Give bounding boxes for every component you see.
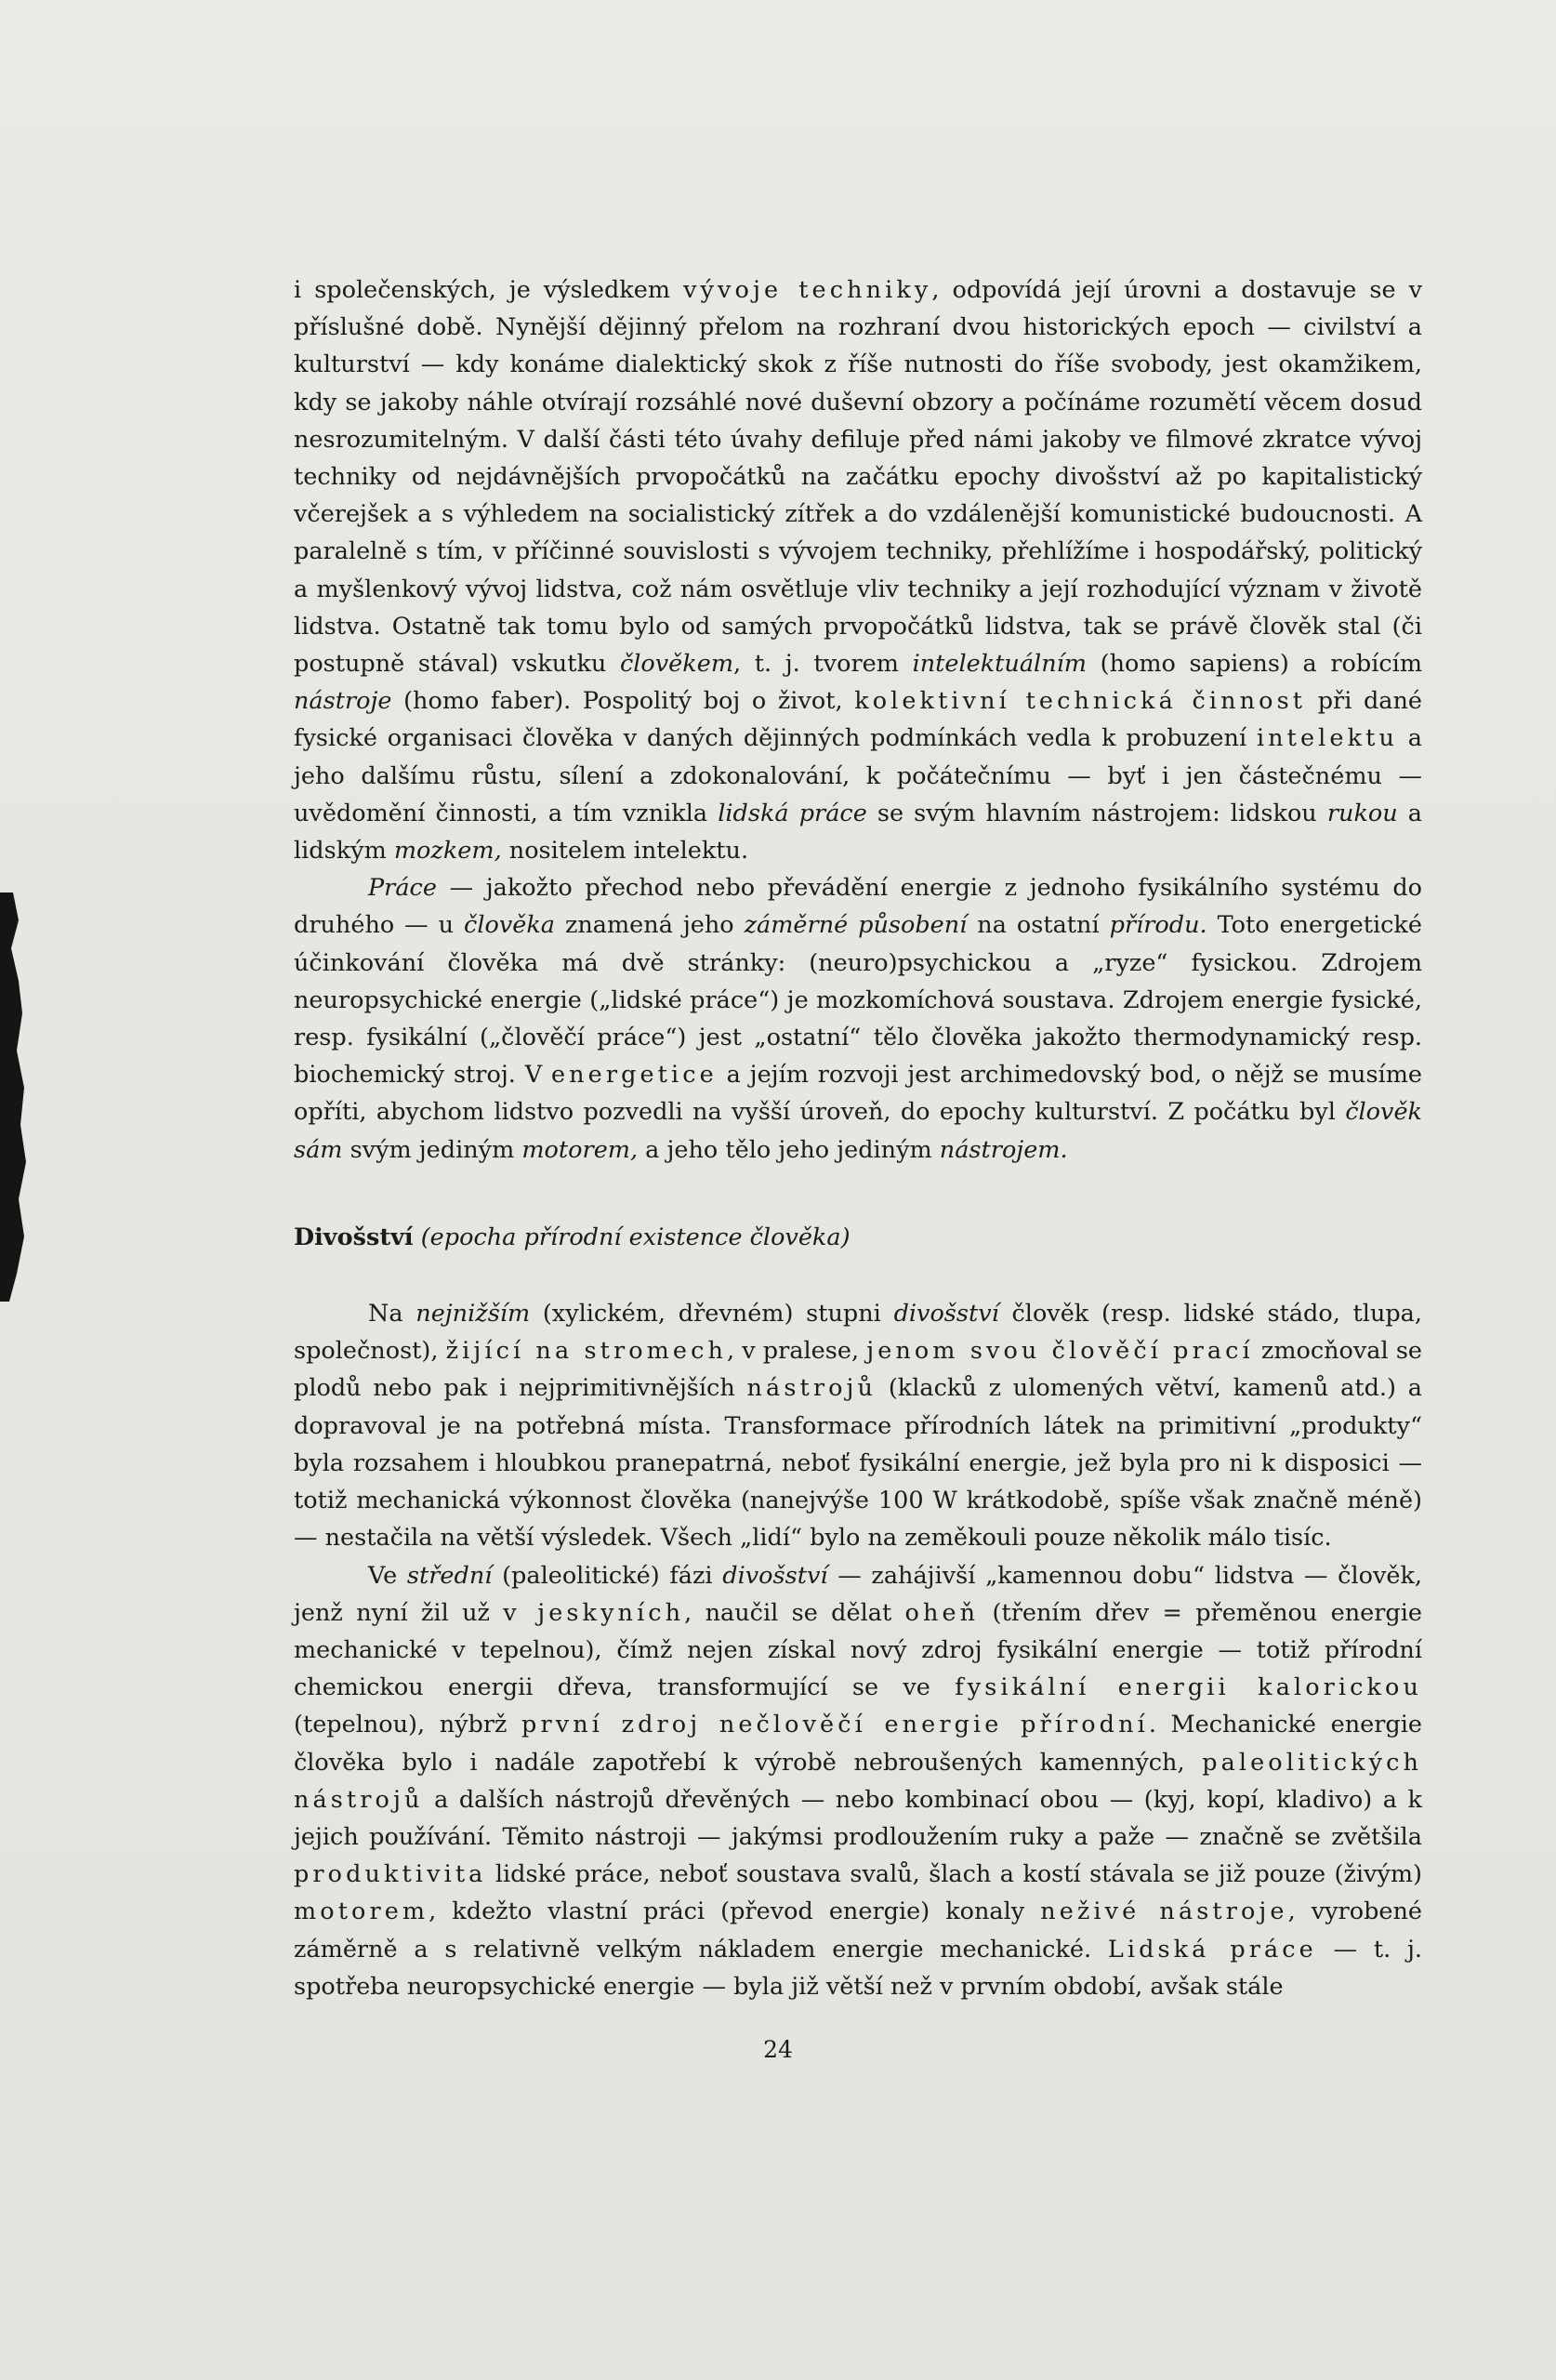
spaced-term: oheň	[904, 1598, 980, 1627]
spaced-term: jenom svou člověčí prací	[866, 1337, 1254, 1366]
spaced-term: žijící na stromech	[445, 1337, 727, 1366]
text-span: , odpovídá její úrovni a dostavuje se v příslušné době. Nynější dějinný přelom na rozhraní dvou historických epoch — civilství a kulturství — kdy konáme dialektický skok z říše nutnosti do říše svobody, jest okamžikem, kdy se jakoby náhle otvírají rozsáhlé nové duševní obzory a počínáme rozumětí věcem dosud nesrozumitelným. V další části této úvahy defiluje před námi jakoby ve filmové zkratce vývoj techniky od nejdávnějších prvopočátků na začátku epochy divošství až po kapitalistický včerejšek a s výhledem na socialistický zítřek a do vzdálenější komunistické budoucnosti. A paralelně s tím, v příčinné souvislosti s vývojem techniky, přehlížíme i hospodářský, politický a myšlenkový vývoj lidstva, což nám osvětluje vliv techniky a její rozhodující význam v životě lidstva. Ostatně tak tomu bylo od samých prvopočátků lidstva, tak se právě člověk stal (či postupně stával) vskutku	[294, 276, 1423, 679]
italic-term: intelektuálním	[912, 650, 1087, 679]
italic-term: střední	[406, 1561, 493, 1590]
text-span: (tepelnou), nýbrž	[294, 1711, 522, 1739]
spaced-term: energetice	[550, 1061, 718, 1090]
spaced-term: motorem	[294, 1897, 429, 1926]
paragraph-prace	[294, 869, 1422, 1169]
text-span: , v pralese,	[726, 1337, 867, 1366]
italic-term: nástrojem.	[939, 1135, 1068, 1164]
text-span: při dané fysické organisaci člověka v daných dějinných podmínkách vedla k probuzení	[294, 687, 1423, 753]
italic-term: mozkem,	[393, 837, 502, 866]
text-span: na ostatní	[967, 911, 1110, 940]
text-span: i společenských, je výsledkem	[294, 276, 684, 304]
italic-term: člověkem	[619, 650, 733, 679]
italic-term: člověka	[464, 911, 555, 940]
text-span: (klacků z ulomených větví, kamenů atd.) a dopravoval je na potřebná místa. Transformace přírodních látek na primitivní „produkty“ byla rozsahem i hloubkou pranepatrná, neboť fysikální energie, jež byla pro ni k disposici — totiž mechanická výkonnost člověka (nanejvýše 100 W krátkodobě, spíše však značně méně)— nestačila na větší výsledek. Všech „lidí“ bylo na zeměkouli pouze několik málo tisíc.	[294, 1374, 1422, 1553]
italic-term: záměrné působení	[744, 911, 968, 940]
italic-term: člověk sám	[294, 1098, 1422, 1164]
text-span: — zahájivší „kamennou dobu“ lidstva — člověk, jenž nyní žil už	[294, 1561, 1423, 1627]
italic-term: motorem,	[521, 1135, 639, 1164]
italic-term: nástroje	[294, 687, 392, 716]
text-span: a lidským	[294, 799, 1422, 866]
spaced-term: kolektivní technická činnost	[854, 687, 1307, 716]
italic-term: divošství	[893, 1300, 999, 1329]
spaced-term: nástrojů	[746, 1374, 877, 1403]
spaced-term: intelektu	[1256, 724, 1398, 753]
text-span: (paleolitické) fázi	[492, 1561, 723, 1590]
text-span: svým jediným	[342, 1135, 522, 1164]
text-span: a jeho tělo jeho jediným	[638, 1135, 940, 1164]
text-span: a jeho dalšímu růstu, sílení a zdokonalování, k počátečnímu — byť i jen částečnému — uvědomění činnosti, a tím vznikla	[294, 724, 1422, 827]
paragraph-nejnizsi	[294, 1295, 1422, 1556]
text-span: nositelem intelektu.	[501, 837, 749, 866]
text-span: a dalších nástrojů dřevěných — nebo kombinací obou — (kyj, kopí, kladivo) a k jejich používání. Těmito nástroji — jakýmsi prodloužením ruky a paže — značně se zvětšila	[294, 1785, 1422, 1851]
text-span: (homo faber). Pospolitý boj o život,	[391, 687, 855, 716]
text-span: , t. j. tvorem	[733, 650, 913, 679]
text-span: , kdežto vlastní práci (převod energie) konaly	[429, 1897, 1041, 1926]
spaced-term: paleolitických nástrojů	[294, 1748, 1422, 1814]
text-span: (třením dřev = přeměnou energie mechanické v tepelnou), čímž nejen získal nový zdroj fysikální energie — totiž přírodní chemickou energii dřeva, transformující se ve	[294, 1598, 1422, 1702]
text-span: (xylickém, dřevném) stupni	[530, 1300, 894, 1329]
text-span: — t. j. spotřeba neuropsychické energie — byla již větší než v prvním období, avšak stále	[294, 1935, 1422, 2001]
text-span: a jejím rozvoji jest archimedovský bod, o nějž se musíme opříti, abychom lidstvo pozvedli na vyšší úroveň, do epochy kulturství. Z počátku byl	[294, 1061, 1422, 1127]
text-span: člověk (resp. lidské stádo, tlupa, společnost),	[294, 1300, 1422, 1366]
spaced-term: vývoje techniky	[683, 276, 932, 304]
text-span: znamená jeho	[554, 911, 745, 940]
text-span: , naučil se dělat	[684, 1598, 905, 1627]
paragraph-continuation	[294, 271, 1422, 869]
italic-term: rukou	[1326, 799, 1398, 827]
text-span: Ve	[368, 1561, 407, 1590]
section-heading	[294, 1219, 1422, 1256]
text-column	[294, 271, 1422, 2005]
text-span: lidské práce, neboť soustava svalů, šlach a kostí stávala se již pouze (živým)	[486, 1860, 1422, 1889]
text-span: Na	[368, 1300, 416, 1329]
text-span: zmocňoval se plodů nebo pak i nejprimitivnějších	[294, 1337, 1423, 1403]
text-span: (homo sapiens) a robícím	[1086, 650, 1422, 679]
text-span: . Mechanické energie člověka bylo i nadále zapotřebí k výrobě nebroušených kamenných,	[294, 1711, 1422, 1777]
spaced-term: neživé nástroje	[1040, 1897, 1288, 1926]
italic-term: přírodu.	[1109, 911, 1207, 940]
italic-term: divošství	[722, 1561, 828, 1590]
text-span: , vyrobené záměrně a s relativně velkým nákladem energie mechanické.	[294, 1897, 1423, 1964]
italic-term: nejnižším	[415, 1300, 531, 1329]
spaced-term: produktivita	[294, 1860, 487, 1889]
italic-term: lidská práce	[718, 799, 867, 827]
italic-term: Práce	[368, 874, 437, 903]
spaced-term: první zdroj nečlověčí energie přírodní	[521, 1711, 1149, 1739]
spaced-term: fysikální energii kalorickou	[955, 1673, 1422, 1702]
paragraph-stredni	[294, 1557, 1422, 2005]
page-number: 24	[763, 2036, 793, 2063]
section-subtitle: (epocha přírodní existence člověka)	[420, 1223, 851, 1251]
text-span: se svým hlavním nástrojem: lidskou	[866, 799, 1327, 827]
binding-clip-shadow	[0, 892, 35, 1302]
text-span: Toto energetické účinkování člověka má dvě stránky: (neuro)psychickou a „ryze“ fysickou. Zdrojem neuropsychické energie („lidské práce“) je mozkomíchová soustava. Zdrojem energie fysické, resp. fysikální („člověčí práce“) jest „ostatní“ tělo člověka jakožto thermodynamický resp. biochemický stroj. V	[294, 911, 1422, 1090]
text-span: — jakožto přechod nebo převádění energie z jednoho fysikálního systému do druhého — u	[294, 874, 1422, 940]
spaced-term: Lidská práce	[1107, 1935, 1317, 1964]
spaced-term: v jeskyních	[503, 1598, 685, 1627]
section-title: Divošství	[294, 1223, 414, 1251]
